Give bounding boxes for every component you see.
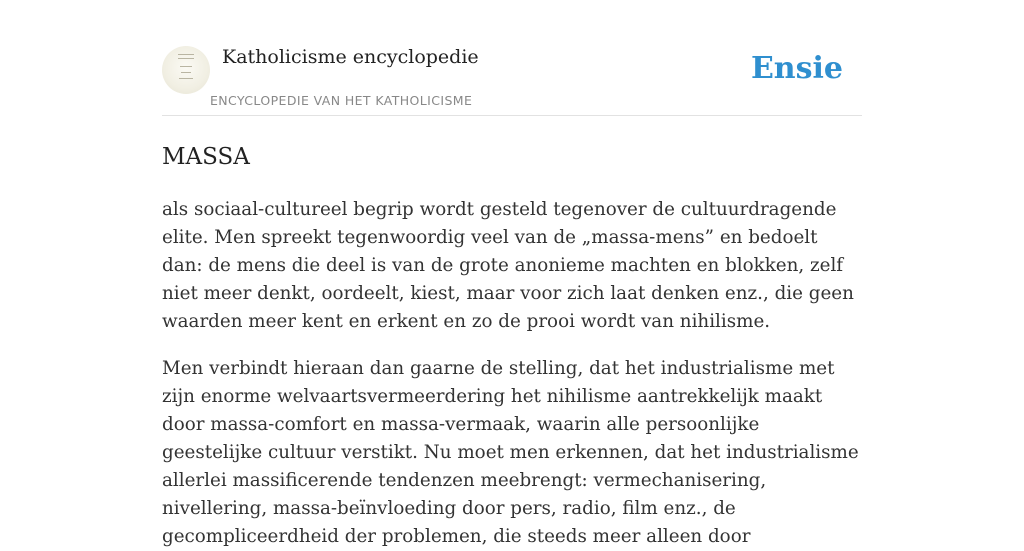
- site-header: [162, 44, 862, 116]
- article-title: MASSA: [162, 144, 250, 170]
- site-subtitle: ENCYCLOPEDIE VAN HET KATHOLICISME: [210, 93, 473, 108]
- ensie-logo[interactable]: Ensie: [750, 51, 843, 86]
- book-cover-icon[interactable]: [162, 46, 210, 94]
- page: [162, 0, 862, 551]
- site-title[interactable]: Katholicisme encyclopedie: [222, 46, 479, 68]
- article-paragraph-2: Men verbindt hieraan dan gaarne de stelling, dat het industrialisme met zijn enorme welvaartsvermeerdering het nihilisme aantrekkelijk maakt door massa-comfort en massa-vermaak, waarin alle persoonlijke geestelijke cultuur verstikt. Nu moet men erkennen, dat het industrialisme allerlei massificerende tendenzen meebrengt: vermechanisering, nivellering, massa-beïnvloeding door pers, radio, film enz., de gecompliceerdheid der problemen, die steeds meer alleen door: [162, 357, 859, 547]
- article-paragraph-1: als sociaal-cultureel begrip wordt gesteld tegenover de cultuurdragende elite. Men spreekt tegenwoordig veel van de „massa-mens” en bedoelt dan: de mens die deel is van de grote anonieme machten en blokken, zelf niet meer denkt, oordeelt, kiest, maar voor zich laat denken enz., die geen waarden meer kent en erkent en zo de prooi wordt van nihilisme.: [162, 198, 854, 332]
